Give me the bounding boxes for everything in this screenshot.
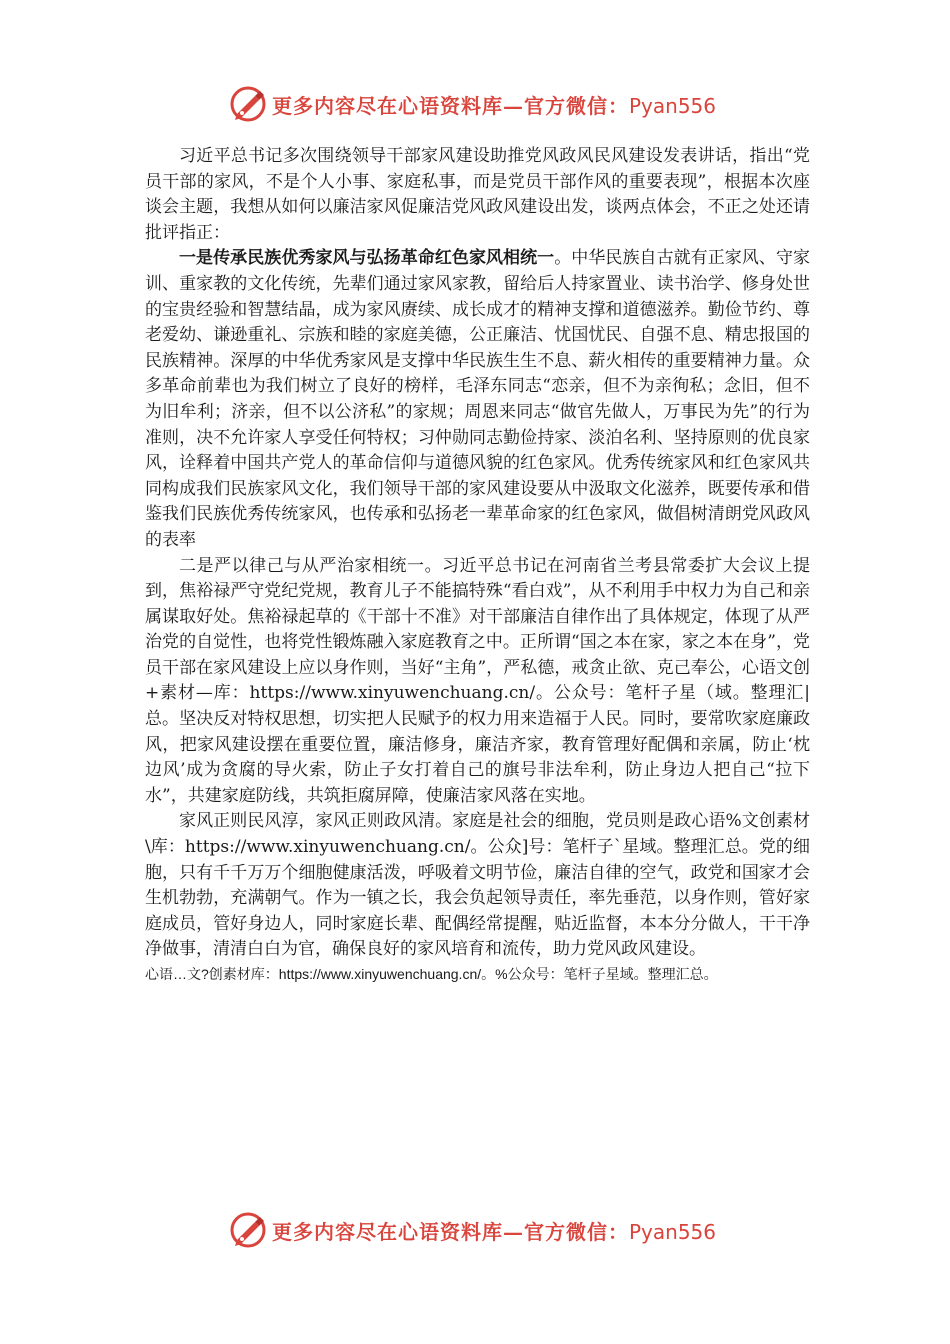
footer-banner-label: 更多内容尽在心语资料库—官方微信： (272, 1219, 629, 1244)
header-banner (228, 82, 748, 126)
point-two-text: 二是严以律己与从严治家相统一。习近平总书记在河南省兰考县常委扩大会议上提到，焦裕禄严守党纪党规，教育儿子不能搞特殊“看白戏”，从不利用手中权力为自己和亲属谋取好处。焦裕禄起草的《干部十不准》对干部廉洁自律作出了具体规定，体现了从严治党的自觉性，也将党性锻炼融入家庭教育之中。正所谓“国之本在家，家之本在身”，党员干部在家风建设上应以身作则，当好“主角”，严私德，戒贪止欲、克己奉公，心语文创+素材—库：https://www.xinyuwenchuang.cn/。公众号：笔杆子星（域。整理汇|总。坚决反对特权思想，切实把人民赋予的权力用来造福于人民。同时，要常吹家庭廉政风，把家风建设摆在重要位置，廉洁修身，廉洁齐家，教育管理好配偶和亲属，防止‘枕边风’成为贪腐的导火索，防止子女打着自己的旗号非法牟利，防止身边人把自己“拉下水”，共建家庭防线，共筑拒腐屏障，使廉洁家风落在实地。 (145, 555, 810, 806)
paragraph-intro (145, 144, 810, 246)
footer-banner (228, 1208, 748, 1252)
paragraph-point-two (145, 554, 810, 810)
point-one-text: 。中华民族自古就有正家风、守家训、重家教的文化传统，先辈们通过家风家教，留给后人持家置业、读书治学、修身处世的宝贵经验和智慧结晶，成为家风赓续、成长成才的精神支撑和道德滋养。勤俭节约、尊老爱幼、谦逊重礼、宗族和睦的家庭美德，公正廉洁、忧国忧民、自强不息、精忠报国的民族精神。深厚的中华优秀家风是支撑中华民族生生不息、薪火相传的重要精神力量。众多革命前辈也为我们树立了良好的榜样，毛泽东同志“恋亲，但不为亲徇私；念旧，但不为旧牟利；济亲，但不以公济私”的家规；周恩来同志“做官先做人，万事民为先”的行为准则，决不允许家人享受任何特权；习仲勋同志勤俭持家、淡泊名利、坚持原则的优良家风，诠释着中国共产党人的革命信仰与道德风貌的红色家风。优秀传统家风和红色家风共同构成我们民族家风文化，我们领导干部的家风建设要从中汲取文化滋养，既要传承和借鉴我们民族优秀传统家风，也传承和弘扬老一辈革命家的红色家风，做倡树清朗党风政风的表率 (145, 248, 811, 550)
header-banner-text (272, 90, 716, 119)
header-wechat-id: Pyan556 (629, 93, 717, 118)
source-footnote: 心语…文?创素材库：https://www.xinyuwenchuang.cn/。%公众号：笔杆子星域。整理汇总。 (145, 966, 718, 982)
paragraph-conclusion (145, 809, 810, 963)
footer-banner-text (272, 1216, 716, 1245)
pen-logo-icon (228, 1210, 268, 1250)
point-one-heading: 一是传承民族优秀家风与弘扬革命红色家风相统一 (179, 248, 555, 269)
conclusion-text: 家风正则民风淳，家风正则政风清。家庭是社会的细胞，党员则是政心语%文创素材\库：https://www.xinyuwenchuang.cn/。公众]号：笔杆子`星域。整理汇总。党的细胞，只有千千万万个细胞健康活泼，呼吸着文明节俭，廉洁自律的空气，政党和国家才会生机勃勃，充满朝气。作为一镇之长，我会负起领导责任，率先垂范，以身作则，管好家庭成员，管好身边人，同时家庭长辈、配偶经常提醒，贴近监督，本本分分做人，干干净净做事，清清白白为官，确保良好的家风培育和流传，助力党风政风建设。 (145, 811, 810, 960)
paragraph-point-one (145, 246, 810, 553)
pen-logo-icon (228, 84, 268, 124)
footer-wechat-id: Pyan556 (629, 1219, 717, 1244)
header-banner-label: 更多内容尽在心语资料库—官方微信： (272, 93, 629, 118)
document-body (145, 144, 810, 985)
paragraph-intro-text: 习近平总书记多次围绕领导干部家风建设助推党风政风民风建设发表讲话，指出“党员干部的家风，不是个人小事、家庭私事，而是党员干部作风的重要表现”，根据本次座谈会主题，我想从如何以廉洁家风促廉洁党风政风建设出发，谈两点体会，不正之处还请批评指正： (145, 146, 810, 243)
